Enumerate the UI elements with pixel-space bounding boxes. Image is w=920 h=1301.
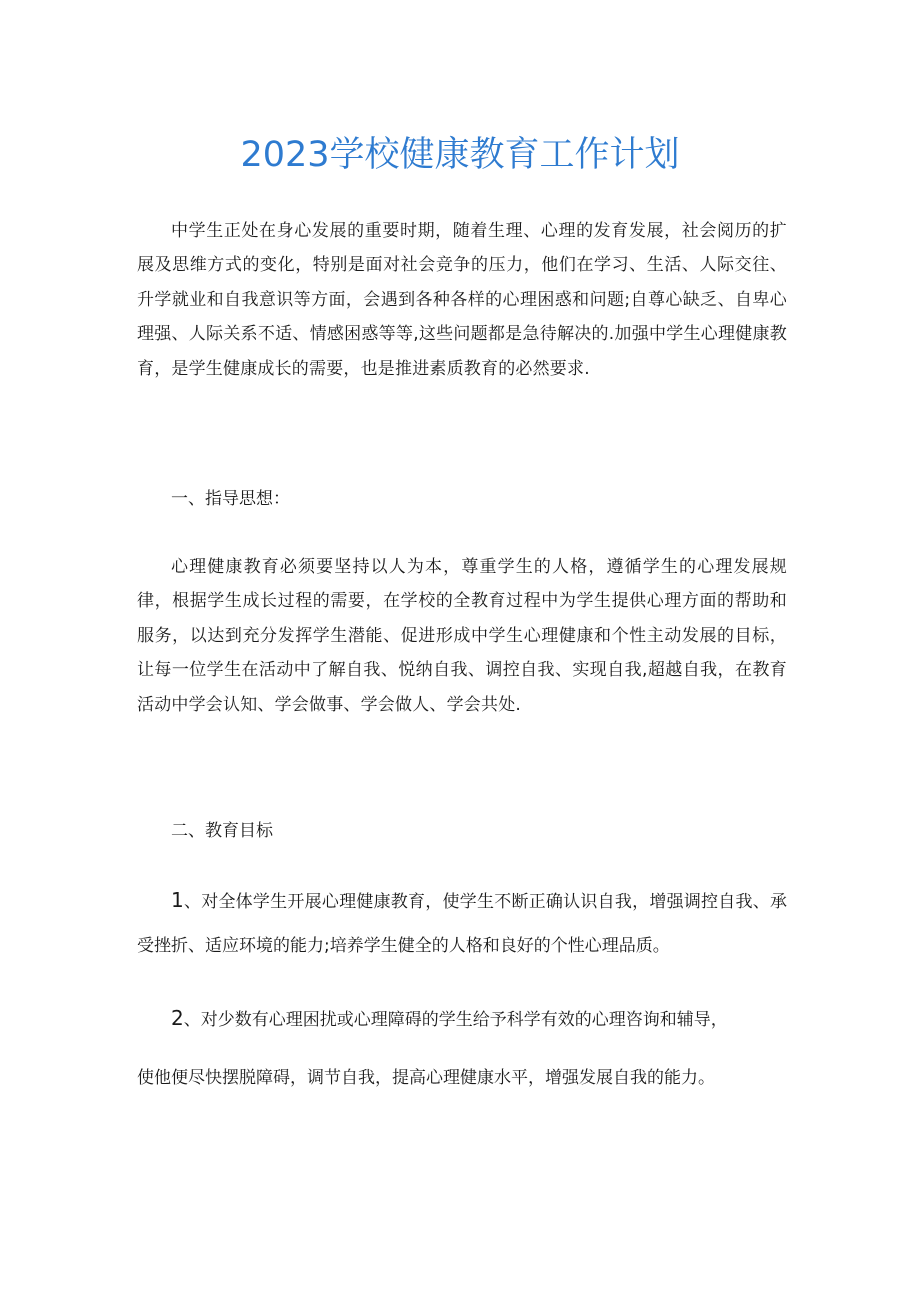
section-heading-guiding-thought: 一、指导思想： — [171, 489, 290, 509]
goal-item-2-continuation: 使他便尽快摆脱障碍，调节自我，提高心理健康水平，增强发展自我的能力。 — [137, 1068, 715, 1088]
goal-item-number: 2 — [171, 1006, 184, 1030]
guiding-thought-paragraph: 心理健康教育必须要坚持以人为本，尊重学生的人格，遵循学生的心理发展规律，根据学生成长过程的需要，在学校的全教育过程中为学生提供心理方面的帮助和服务，以达到充分发挥学生潜能、促进形成中学生心理健康和个性主动发展的目标，让每一位学生在活动中了解自我、悦纳自我、调控自我、实现自我,超越自我，在教育活动中学会认知、学会做事、学会做人、学会共处. — [137, 557, 787, 715]
section-heading-education-goals: 二、教育目标 — [171, 821, 273, 841]
goal-item-number: 1 — [171, 888, 184, 912]
goal-item-1 — [137, 878, 787, 968]
goal-item-text: 、对全体学生开展心理健康教育，使学生不断正确认识自我，增强调控自我、承受挫折、适应环境的能力;培养学生健全的人格和良好的个性心理品质。 — [137, 892, 787, 956]
goal-item-2 — [137, 996, 787, 1042]
goal-item-text: 、对少数有心理困扰或心理障碍的学生给予科学有效的心理咨询和辅导， — [183, 1010, 728, 1030]
intro-paragraph: 中学生正处在身心发展的重要时期，随着生理、心理的发育发展，社会阅历的扩展及思维方式的变化，特别是面对社会竞争的压力，他们在学习、生活、人际交往、升学就业和自我意识等方面，会遇到各种各样的心理困惑和问题;自尊心缺乏、自卑心理强、人际关系不适、情感困惑等等,这些问题都是急待解决的.加强中学生心理健康教育，是学生健康成长的需要，也是推进素质教育的必然要求. — [137, 221, 787, 379]
document-title: 2023学校健康教育工作计划 — [240, 135, 680, 175]
